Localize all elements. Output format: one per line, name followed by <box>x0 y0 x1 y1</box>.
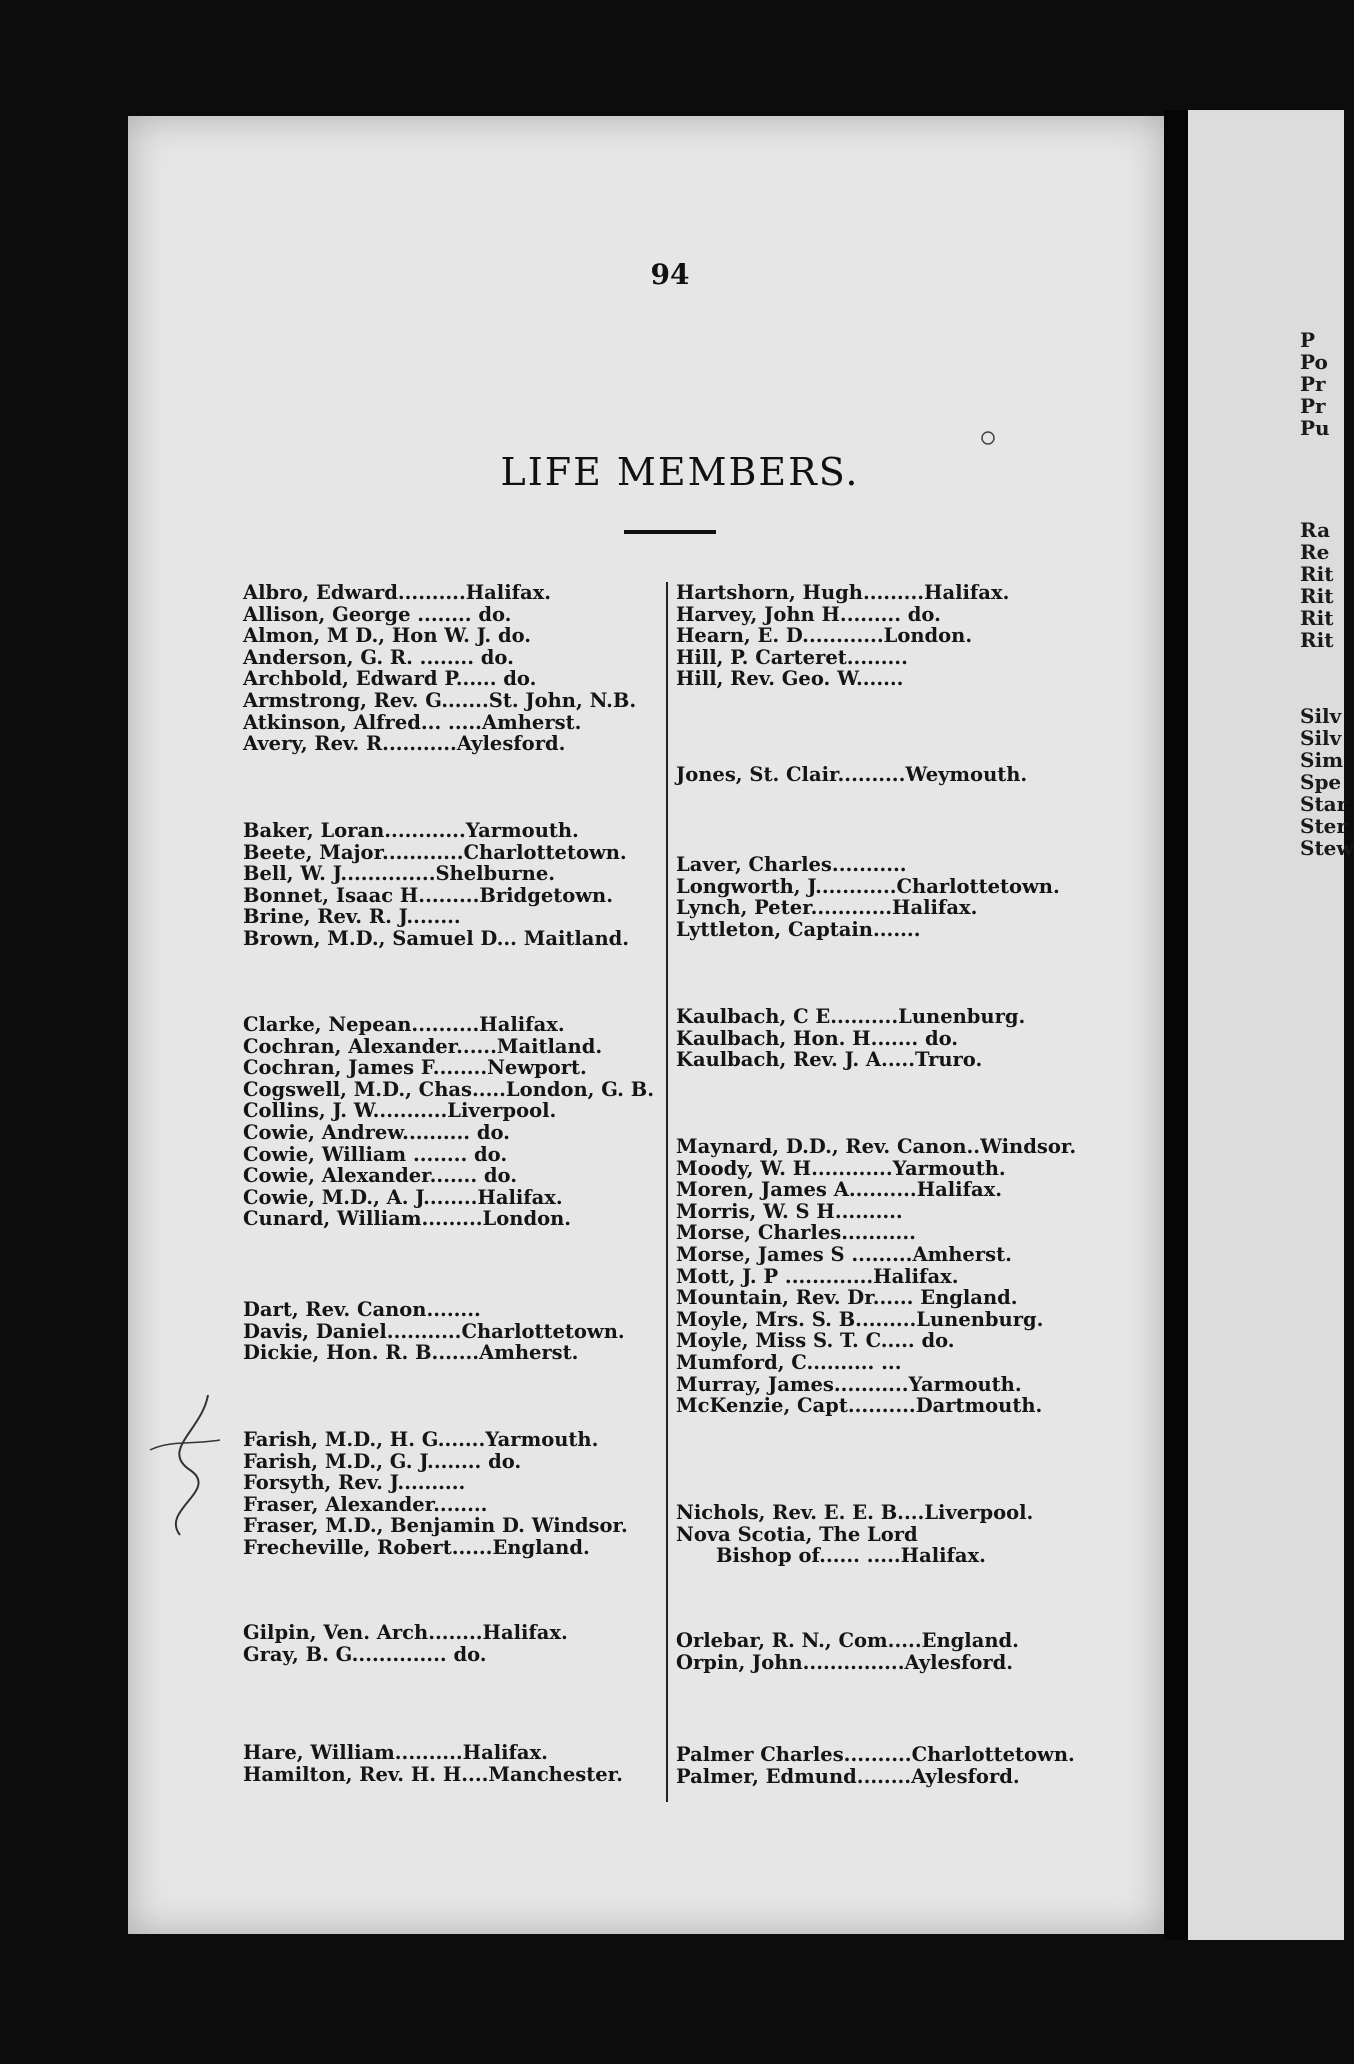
member-group-j <box>676 764 1027 786</box>
member-entry: Hearn, E. D............London. <box>676 624 973 648</box>
adjacent-page-fragment: Star <box>1300 792 1348 816</box>
page-title: LIFE MEMBERS. <box>500 450 860 494</box>
member-entry: Cunard, William.........London. <box>243 1207 572 1231</box>
member-entry: Mott, J. P .............Halifax. <box>676 1264 959 1288</box>
member-entry: Collins, J. W...........Liverpool. <box>243 1099 557 1123</box>
member-group-m <box>676 1136 1076 1417</box>
member-entry: Moren, James A..........Halifax. <box>676 1178 1003 1202</box>
member-entry: Brown, M.D., Samuel D... Maitland. <box>243 926 630 950</box>
member-entry: Cogswell, M.D., Chas.....London, G. B. <box>243 1077 655 1101</box>
member-group-o <box>676 1630 1019 1673</box>
member-entry: McKenzie, Capt..........Dartmouth. <box>676 1394 1043 1418</box>
member-group-n <box>676 1502 1033 1567</box>
member-entry: Dart, Rev. Canon........ <box>243 1298 481 1321</box>
member-entry: Farish, M.D., H. G.......Yarmouth. <box>243 1428 599 1451</box>
member-entry: Forsyth, Rev. J.......... <box>243 1471 466 1495</box>
adjacent-page-fragment: Pr <box>1300 372 1326 396</box>
member-group-b <box>243 820 629 950</box>
member-entry: Atkinson, Alfred... .....Amherst. <box>243 710 582 734</box>
member-group-h <box>243 1742 623 1785</box>
adjacent-page-fragment: Ra <box>1300 518 1331 542</box>
member-entry: Orlebar, R. N., Com.....England. <box>676 1629 1019 1652</box>
member-entry: Archbold, Edward P...... do. <box>243 667 537 691</box>
member-entry: Beete, Major............Charlottetown. <box>243 840 627 864</box>
adjacent-page-fragment: Silv <box>1300 704 1342 728</box>
adjacent-page-fragment: Pr <box>1300 394 1326 418</box>
member-entry: Hill, P. Carteret......... <box>676 645 908 669</box>
member-entry: Cowie, Andrew.......... do. <box>243 1120 510 1144</box>
member-entry: Fraser, M.D., Benjamin D. Windsor. <box>243 1514 628 1538</box>
member-entry: Lynch, Peter............Halifax. <box>676 896 978 920</box>
member-entry: Anderson, G. R. ........ do. <box>243 645 514 669</box>
adjacent-page-fragment: Pu <box>1300 416 1330 440</box>
member-entry: Albro, Edward..........Halifax. <box>243 581 552 604</box>
member-entry: Gray, B. G.............. do. <box>243 1642 487 1666</box>
title-rule <box>624 530 716 534</box>
member-entry: Palmer, Edmund........Aylesford. <box>676 1764 1020 1788</box>
member-entry: Bonnet, Isaac H.........Bridgetown. <box>243 883 613 907</box>
member-group-h-cont <box>676 582 1009 690</box>
member-entry: Cochran, James F........Newport. <box>243 1056 587 1080</box>
member-group-c <box>243 1014 654 1230</box>
member-entry: Nova Scotia, The Lord <box>676 1522 918 1546</box>
member-entry: Orpin, John...............Aylesford. <box>676 1650 1014 1674</box>
member-entry: Hamilton, Rev. H. H....Manchester. <box>243 1762 623 1786</box>
member-entry: Kaulbach, Hon. H....... do. <box>676 1026 959 1050</box>
member-group-k <box>676 1006 1025 1071</box>
member-entry: Murray, James...........Yarmouth. <box>676 1372 1022 1396</box>
member-entry: Armstrong, Rev. G.......St. John, N.B. <box>243 688 637 712</box>
member-entry: Kaulbach, C E..........Lunenburg. <box>676 1005 1026 1028</box>
member-group-a <box>243 582 636 755</box>
member-entry: Palmer Charles..........Charlottetown. <box>676 1743 1075 1766</box>
adjacent-page-fragment: Rit <box>1300 606 1334 630</box>
member-entry: Maynard, D.D., Rev. Canon..Windsor. <box>676 1135 1077 1158</box>
member-entry: Jones, St. Clair..........Weymouth. <box>676 763 1028 786</box>
member-entry: Hill, Rev. Geo. W....... <box>676 667 904 691</box>
member-entry: Mumford, C.......... ... <box>676 1350 902 1374</box>
adjacent-page-fragment: Rit <box>1300 562 1334 586</box>
adjacent-page-fragment: Spe <box>1300 770 1342 794</box>
member-entry: Bishop of...... .....Halifax. <box>716 1544 986 1568</box>
member-group-d <box>243 1299 625 1364</box>
member-entry: Mountain, Rev. Dr...... England. <box>676 1286 1018 1310</box>
member-entry: Frecheville, Robert......England. <box>243 1535 590 1559</box>
member-entry: Gilpin, Ven. Arch........Halifax. <box>243 1621 568 1644</box>
member-entry: Cochran, Alexander......Maitland. <box>243 1034 603 1058</box>
member-entry: Morris, W. S H.......... <box>676 1199 903 1223</box>
member-entry: Baker, Loran............Yarmouth. <box>243 819 579 842</box>
adjacent-page-fragment: Rit <box>1300 584 1334 608</box>
member-entry: Dickie, Hon. R. B.......Amherst. <box>243 1341 579 1365</box>
member-entry: Fraser, Alexander........ <box>243 1492 488 1516</box>
member-group-p <box>676 1744 1075 1787</box>
column-divider <box>666 582 668 1802</box>
adjacent-page-fragment: P <box>1300 328 1316 352</box>
member-entry: Allison, George ........ do. <box>243 602 512 626</box>
ink-mark-icon <box>140 1390 230 1540</box>
member-entry: Hare, William..........Halifax. <box>243 1741 548 1764</box>
adjacent-page-fragment: Sim <box>1300 748 1344 772</box>
page-number: 94 <box>650 258 690 291</box>
member-group-f <box>243 1429 628 1559</box>
ink-dot-icon <box>978 428 998 448</box>
member-entry: Morse, Charles........... <box>676 1221 916 1245</box>
adjacent-page-fragment: Re <box>1300 540 1330 564</box>
member-entry: Hartshorn, Hugh.........Halifax. <box>676 581 1010 604</box>
member-entry: Laver, Charles........... <box>676 853 907 876</box>
member-entry: Avery, Rev. R...........Aylesford. <box>243 732 566 756</box>
member-entry: Morse, James S .........Amherst. <box>676 1242 1012 1266</box>
member-group-l <box>676 854 1060 940</box>
member-entry: Moody, W. H............Yarmouth. <box>676 1156 1006 1180</box>
member-entry: Cowie, M.D., A. J........Halifax. <box>243 1185 563 1209</box>
adjacent-page-fragment: Silv <box>1300 726 1342 750</box>
member-entry: Moyle, Mrs. S. B.........Lunenburg. <box>676 1307 1044 1331</box>
member-entry: Longworth, J............Charlottetown. <box>676 874 1060 898</box>
member-entry: Nichols, Rev. E. E. B....Liverpool. <box>676 1501 1034 1524</box>
member-entry: Cowie, William ........ do. <box>243 1142 508 1166</box>
member-entry: Davis, Daniel...........Charlottetown. <box>243 1319 625 1343</box>
member-entry: Farish, M.D., G. J........ do. <box>243 1449 522 1473</box>
member-entry: Moyle, Miss S. T. C..... do. <box>676 1329 955 1353</box>
member-entry: Kaulbach, Rev. J. A.....Truro. <box>676 1048 983 1072</box>
member-entry: Cowie, Alexander....... do. <box>243 1164 518 1188</box>
adjacent-page-fragment: Po <box>1300 350 1328 374</box>
adjacent-page-fragment: Ster <box>1300 814 1347 838</box>
member-entry: Brine, Rev. R. J........ <box>243 905 461 929</box>
member-entry: Bell, W. J..............Shelburne. <box>243 862 556 886</box>
member-entry: Almon, M D., Hon W. J. do. <box>243 624 532 648</box>
adjacent-page-fragment: Stew <box>1300 836 1354 860</box>
member-group-g <box>243 1622 568 1665</box>
member-entry: Harvey, John H......... do. <box>676 602 941 626</box>
member-entry: Lyttleton, Captain....... <box>676 917 921 941</box>
adjacent-page-fragment: Rit <box>1300 628 1334 652</box>
member-entry: Clarke, Nepean..........Halifax. <box>243 1013 565 1036</box>
book-gutter <box>1164 110 1188 1940</box>
